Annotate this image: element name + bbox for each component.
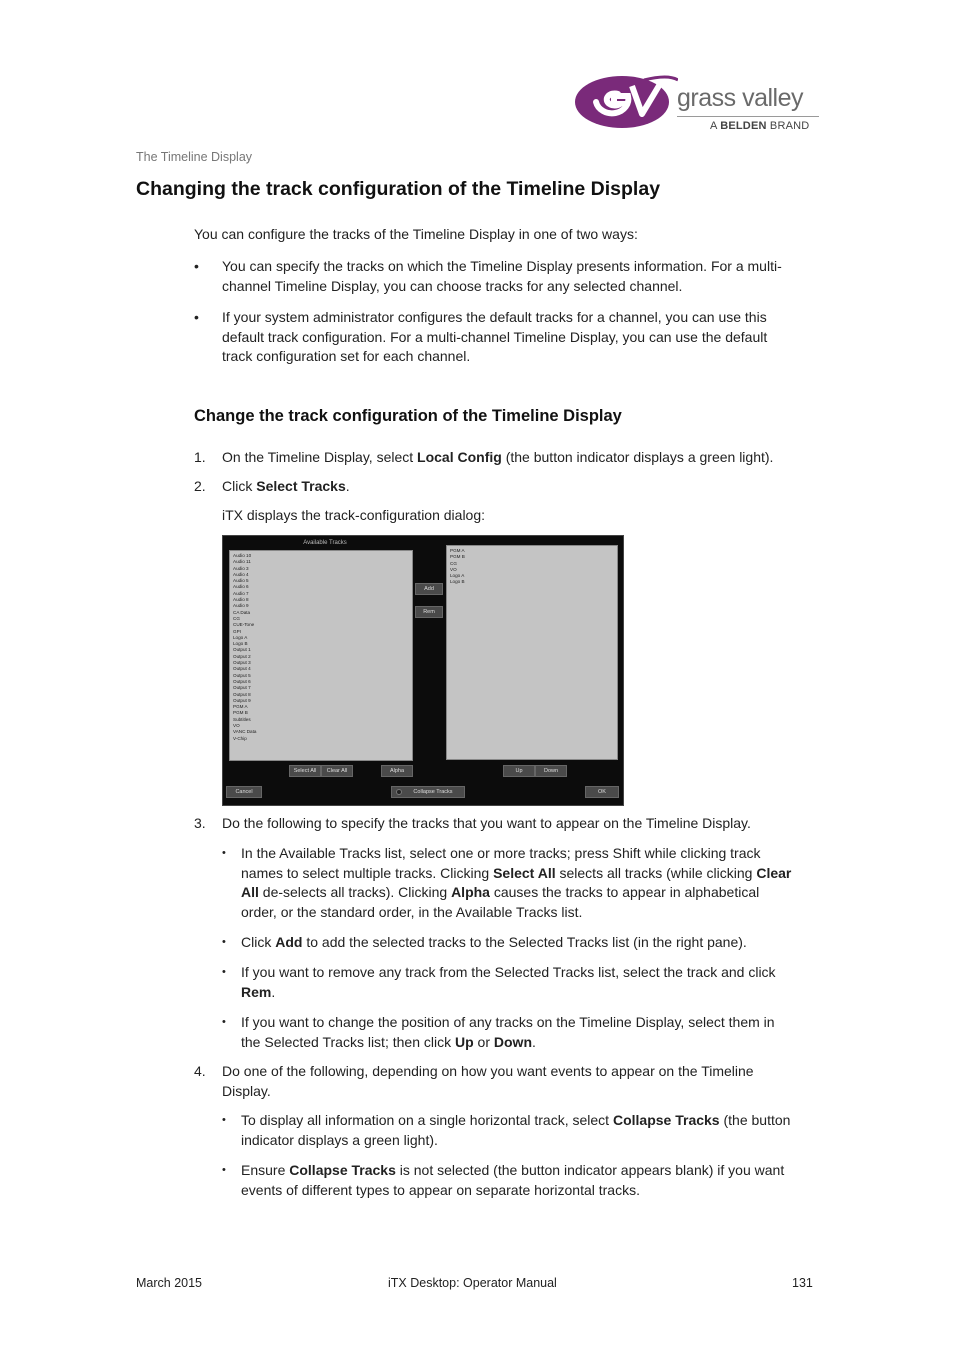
bullet-icon: • (222, 847, 226, 859)
step-3: Do the following to specify the tracks that you want to appear on the Timeline Display. (222, 815, 751, 831)
step-3-bullet-3: If you want to remove any track from the Selected Tracks list, select the track and click Rem. (241, 964, 776, 1000)
track-list-item[interactable]: Logo A (450, 573, 465, 579)
logo-brand-text: grass valley (677, 84, 803, 112)
step-3-bullet-4: If you want to change the position of any tracks on the Timeline Display, select them in the Selected Tracks list; then click Up or Down. (241, 1014, 775, 1050)
step-4-bullet-2: Ensure Collapse Tracks is not selected (the button indicator appears blank) if you want events of different types to appear on separate horizontal tracks. (241, 1162, 785, 1198)
select-all-button[interactable]: Select All (289, 765, 321, 777)
footer-manual-title: iTX Desktop: Operator Manual (388, 1276, 557, 1290)
available-tracks-pane[interactable] (229, 550, 413, 761)
add-button[interactable]: Add (415, 583, 443, 595)
track-list-item[interactable]: VANC Data (233, 729, 257, 735)
grass-valley-logo (574, 70, 824, 136)
cancel-button[interactable]: Cancel (226, 786, 262, 798)
alpha-button[interactable]: Alpha (381, 765, 413, 777)
bullet-icon: • (194, 309, 199, 325)
selected-tracks-list[interactable] (450, 548, 465, 586)
track-list-item[interactable]: PGM B (233, 710, 248, 716)
track-list-item[interactable]: Output 5 (233, 672, 251, 678)
step-4-bullet-1: To display all information on a single horizontal track, select Collapse Tracks (the button indicator displays a green light). (241, 1112, 791, 1148)
step-2-note: iTX displays the track-configuration dialog: (222, 507, 486, 523)
rem-button[interactable]: Rem (415, 606, 443, 618)
track-list-item[interactable]: Logo B (233, 641, 248, 647)
track-list-item[interactable]: Audio 9 (233, 603, 249, 609)
track-list-item[interactable]: Audio 3 (233, 565, 249, 571)
track-list-item[interactable]: PGM A (233, 704, 248, 710)
track-list-item[interactable]: Output 3 (233, 660, 251, 666)
step-1: On the Timeline Display, select Local Config (the button indicator displays a green light). (222, 449, 774, 465)
track-list-item[interactable]: Audio 8 (233, 597, 249, 603)
track-list-item[interactable]: Output 4 (233, 666, 251, 672)
track-list-item[interactable]: Output 8 (233, 691, 251, 697)
footer-date: March 2015 (136, 1276, 203, 1290)
track-list-item[interactable]: Audio 6 (233, 584, 249, 590)
bullet-icon: • (194, 258, 199, 274)
bullet-icon: • (222, 1114, 226, 1126)
track-list-item[interactable]: PGM B (450, 554, 465, 560)
bullet-icon: • (222, 1016, 226, 1028)
track-list-item[interactable]: V-Chip (233, 735, 247, 741)
step-number: 2. (194, 478, 206, 494)
track-list-item[interactable]: Audio 4 (233, 571, 249, 577)
logo-sub-text: A BELDEN BRAND (710, 120, 810, 132)
track-list-item[interactable]: Output 2 (233, 653, 251, 659)
track-list-item[interactable]: CA Data (233, 609, 251, 615)
step-4: Do one of the following, depending on how you want events to appear on the Timeline Display. (222, 1063, 754, 1099)
available-tracks-list[interactable] (233, 553, 256, 742)
bullet-icon: • (222, 1164, 226, 1176)
track-list-item[interactable]: Audio 10 (233, 553, 252, 558)
track-list-item[interactable]: Logo A (233, 634, 248, 640)
available-tracks-header: Available Tracks (303, 540, 347, 546)
track-list-item[interactable]: Output 7 (233, 685, 251, 691)
ok-button[interactable]: OK (585, 786, 619, 798)
section-subheading: Change the track configuration of the Timeline Display (194, 407, 622, 425)
logo-divider (677, 116, 819, 117)
down-button[interactable]: Down (535, 765, 567, 777)
track-list-item[interactable]: CG (233, 615, 240, 621)
track-list-item[interactable]: Audio 11 (233, 559, 251, 565)
bullet-icon: • (222, 966, 226, 978)
intro-paragraph: You can configure the tracks of the Timeline Display in one of two ways: (194, 226, 638, 242)
step-3-bullet-1: In the Available Tracks list, select one or more tracks; press Shift while clicking track names to select multiple tracks. Clicking Select All selects all tracks (while clicking Clear All de-selects all tracks). Clicking Alpha causes the tracks to appear in alphabetical order, or the standard order, in the Available Tracks list. (241, 845, 792, 920)
clear-all-button[interactable]: Clear All (321, 765, 353, 777)
grass-valley-emblem-icon (574, 72, 678, 130)
up-button[interactable]: Up (503, 765, 535, 777)
track-list-item[interactable]: Output 9 (233, 697, 251, 703)
track-list-item[interactable]: PGM A (450, 548, 465, 553)
way-item-1: You can specify the tracks on which the Timeline Display presents information. For a multi- channel Timeline Display, you can choose tracks for any selected channel. (222, 258, 782, 294)
track-list-item[interactable]: Logo B (450, 579, 465, 585)
track-list-item[interactable]: VO (233, 723, 240, 729)
collapse-tracks-button[interactable]: Collapse Tracks (391, 786, 465, 798)
track-list-item[interactable]: Audio 5 (233, 578, 249, 584)
step-2: Click Select Tracks. (222, 478, 350, 494)
selected-tracks-pane[interactable] (446, 545, 618, 760)
track-list-item[interactable]: Output 1 (233, 647, 251, 653)
step-number: 3. (194, 815, 206, 831)
track-list-item[interactable]: VO (450, 566, 457, 572)
track-list-item[interactable]: GPI (233, 628, 241, 634)
track-list-item[interactable]: Audio 7 (233, 590, 249, 596)
track-list-item[interactable]: Output 6 (233, 678, 251, 684)
step-3-bullet-2: Click Add to add the selected tracks to the Selected Tracks list (in the right pane). (241, 934, 747, 950)
step-number: 4. (194, 1063, 206, 1079)
step-number: 1. (194, 449, 206, 465)
running-head: The Timeline Display (136, 150, 253, 164)
track-list-item[interactable]: CUE-Tone (233, 622, 255, 628)
track-configuration-dialog (222, 535, 624, 806)
track-list-item[interactable]: CG (450, 560, 457, 566)
track-list-item[interactable]: Subtitles (233, 716, 251, 722)
bullet-icon: • (222, 936, 226, 948)
way-item-2: If your system administrator configures the default tracks for a channel, you can use this default track configuration. For a multi-channel Timeline Display, you can use the default track configuration set for each channel. (222, 309, 768, 364)
page-title: Changing the track configuration of the Timeline Display (136, 178, 661, 200)
footer-page-number: 131 (792, 1276, 813, 1290)
indicator-light-icon (396, 789, 402, 795)
